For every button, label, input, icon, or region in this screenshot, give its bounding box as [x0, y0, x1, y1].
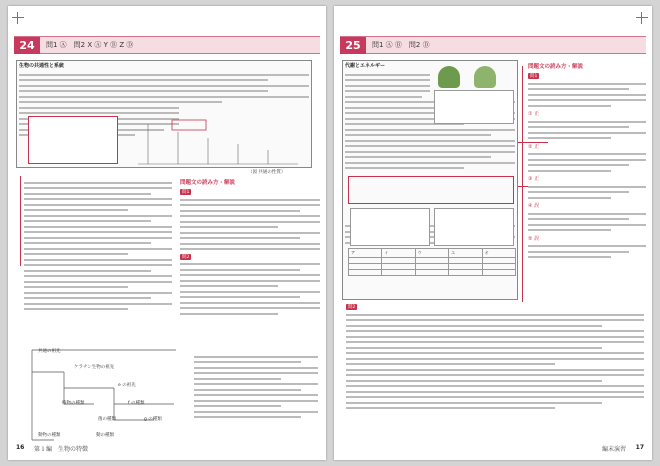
explanation-column: [180, 178, 320, 348]
body-text-left: [24, 178, 172, 336]
highlight-box: [348, 176, 514, 204]
plant-illustration: [438, 66, 460, 88]
question-number: 24: [14, 37, 40, 54]
table-header: イ: [382, 249, 415, 258]
left-page: [8, 6, 326, 460]
phylo-tree: [128, 114, 308, 168]
label-ancestor-x: ケラチン生物の祖先: [74, 365, 115, 370]
tag-q1: 問1: [182, 190, 190, 195]
cell-diagram: [434, 90, 514, 124]
label-g: g の種類: [144, 417, 162, 422]
option-5: ⑤ 誤: [528, 235, 540, 242]
footer: [8, 444, 326, 454]
table-header: オ: [482, 249, 515, 258]
explanation-q2: [346, 304, 644, 444]
table-header: エ: [449, 249, 482, 258]
label-e: e の祖先: [118, 383, 136, 388]
footer-text: 第１編 生物の特徴: [34, 446, 89, 453]
label-plants: 植物の種類: [62, 401, 85, 406]
option-2: ② 正: [528, 143, 540, 150]
question-number: 25: [340, 37, 366, 54]
highlight-box: [28, 116, 118, 164]
label-fungi: 菌の種類: [98, 417, 116, 422]
option-3: ③ 正: [528, 176, 540, 182]
red-sidebar: [20, 176, 21, 266]
answer-summary: 問1 Ⓐ 問2 X Ⓐ Y Ⓑ Z Ⓓ: [46, 41, 134, 49]
footer-text: 編末演習: [601, 446, 626, 453]
experiment-figure: [434, 208, 514, 246]
explanation-continued: [194, 352, 318, 448]
label-f: f の種類: [128, 401, 145, 406]
explanation-heading: 問題文の読み方・解説: [528, 64, 584, 70]
choices-table: [348, 248, 516, 276]
question-header: [340, 36, 646, 54]
question-header: [14, 36, 320, 54]
answer-summary: 問1 Ⓐ Ⓑ 問2 Ⓓ: [372, 41, 430, 49]
option-1: ① 正: [528, 111, 540, 117]
option-4: ④ 誤: [528, 203, 540, 209]
page-number: 16: [16, 444, 25, 451]
page-number: 17: [635, 444, 644, 451]
crop-mark: [636, 12, 648, 24]
problem-title: 生物の共通性と系統: [19, 63, 65, 69]
label-common-ancestor: 共通の祖先: [38, 349, 61, 354]
label-animals-2: 動の種類: [96, 433, 114, 438]
tag-q2: 問2: [348, 305, 356, 310]
tag-q1: 問1: [530, 74, 538, 79]
label-animals: 動物の種類: [38, 433, 61, 438]
problem-title: 代謝とエネルギー: [345, 63, 386, 69]
right-page: [334, 6, 652, 460]
red-sidebar: [522, 66, 523, 302]
table-header: ウ: [415, 249, 448, 258]
experiment-figure: [350, 208, 430, 246]
crop-mark: [12, 12, 24, 24]
explanation-heading: 問題文の読み方・解説: [180, 180, 236, 186]
tag-q2: 問2: [182, 254, 190, 260]
plant-illustration: [474, 66, 496, 88]
table-header: ア: [349, 249, 382, 258]
footer: [334, 444, 652, 454]
explanation-column: [528, 62, 646, 302]
figure-caption: （図 共通の性質）: [248, 170, 286, 175]
